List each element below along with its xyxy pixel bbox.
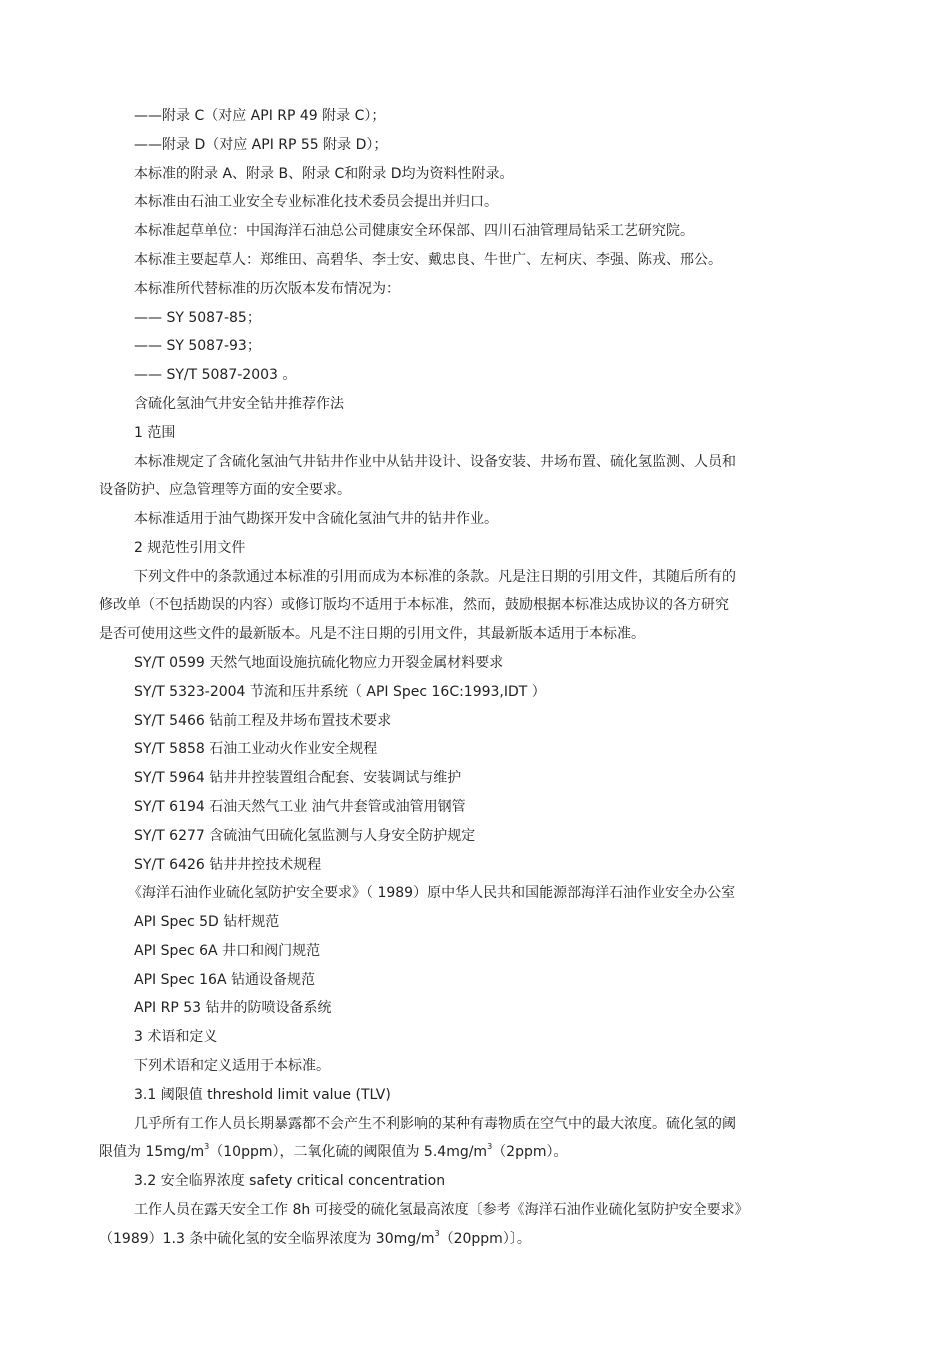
text-segment: （2ppm）。 [492, 1144, 568, 1160]
section-heading-terms: 3 术语和定义 [134, 1029, 218, 1045]
term-heading-tlv: 3.1 阈限值 threshold limit value (TLV) [134, 1087, 391, 1103]
superscript: 3 [487, 1142, 493, 1151]
reference-item: SY/T 6194 石油天然气工业 油气井套管或油管用钢管 [134, 799, 466, 815]
reference-item: SY/T 0599 天然气地面设施抗硫化物应力开裂金属材料要求 [134, 655, 504, 671]
section-heading-scope: 1 范围 [134, 425, 176, 441]
reference-item: SY/T 5964 钻井井控装置组合配套、安装调试与维护 [134, 770, 462, 786]
proposer-note: 本标准由石油工业安全专业标准化技术委员会提出并归口。 [134, 194, 498, 210]
body-text: 下列文件中的条款通过本标准的引用而成为本标准的条款。凡是注日期的引用文件，其随后所有的 [134, 569, 736, 585]
body-text: 本标准规定了含硫化氢油气井钻井作业中从钻井设计、设备安装、井场布置、硫化氢监测、人员和 [134, 454, 736, 470]
body-text: 设备防护、应急管理等方面的安全要求。 [99, 482, 351, 498]
body-text: 工作人员在露天安全工作 8h 可接受的硫化氢最高浓度〔参考《海洋石油作业硫化氢防护安全要求》 [134, 1202, 749, 1218]
body-text: 修改单（不包括勘误的内容）或修订版均不适用于本标准，然而，鼓励根据本标准达成协议的各方研究 [99, 597, 729, 613]
term-heading-safety-critical: 3.2 安全临界浓度 safety critical concentration [134, 1173, 446, 1189]
body-text: 是否可使用这些文件的最新版本。凡是不注日期的引用文件，其最新版本适用于本标准。 [99, 626, 645, 642]
body-text: 几乎所有工作人员长期暴露都不会产生不利影响的某种有毒物质在空气中的最大浓度。硫化氢的阈 [134, 1116, 736, 1132]
history-item: —— SY 5087-93； [134, 338, 261, 354]
body-text: 下列术语和定义适用于本标准。 [134, 1058, 330, 1074]
body-text: 本标准适用于油气勘探开发中含硫化氢油气井的钻井作业。 [134, 511, 498, 527]
superscript: 3 [204, 1142, 210, 1151]
history-item: —— SY/T 5087-2003 。 [134, 367, 297, 383]
text-segment: 限值为 15mg/m [99, 1144, 205, 1160]
text-segment: （10ppm），二氧化硫的阈限值为 5.4mg/m [209, 1144, 488, 1160]
reference-item: SY/T 5323-2004 节流和压井系统（ API Spec 16C:1993,IDT ） [134, 684, 546, 700]
reference-item: SY/T 5858 石油工业动火作业安全规程 [134, 741, 378, 757]
appendix-c-item: ——附录 C（对应 API RP 49 附录 C）； [134, 108, 386, 124]
body-text-with-units [99, 1143, 568, 1161]
appendix-d-item: ——附录 D（对应 API RP 55 附录 D）； [134, 137, 388, 153]
section-heading-references: 2 规范性引用文件 [134, 540, 246, 556]
appendix-note: 本标准的附录 A、附录 B、附录 C和附录 D均为资料性附录。 [134, 166, 514, 182]
drafting-units: 本标准起草单位：中国海洋石油总公司健康安全环保部、四川石油管理局钻采工艺研究院。 [134, 223, 694, 239]
reference-item: API Spec 5D 钻杆规范 [134, 914, 280, 930]
history-item: —— SY 5087-85； [134, 310, 261, 326]
reference-item: 《海洋石油作业硫化氢防护安全要求》（ 1989）原中华人民共和国能源部海洋石油作业安全办公室 [128, 885, 736, 901]
history-intro: 本标准所代替标准的历次版本发布情况为： [134, 281, 400, 297]
reference-item: API RP 53 钻井的防喷设备系统 [134, 1000, 332, 1016]
reference-item: API Spec 16A 钻通设备规范 [134, 972, 315, 988]
reference-item: SY/T 6277 含硫油气田硫化氢监测与人身安全防护规定 [134, 828, 476, 844]
reference-item: SY/T 6426 钻井井控技术规程 [134, 857, 322, 873]
text-segment: （20ppm）〕。 [439, 1231, 531, 1247]
drafters: 本标准主要起草人：郑维田、高碧华、李士安、戴忠良、牛世广、左柯庆、李强、陈戎、邢公。 [134, 252, 722, 268]
text-segment: （1989）1.3 条中硫化氢的安全临界浓度为 30mg/m [99, 1231, 435, 1247]
reference-item: API Spec 6A 井口和阀门规范 [134, 943, 321, 959]
superscript: 3 [434, 1229, 440, 1238]
document-title: 含硫化氢油气井安全钻井推荐作法 [134, 396, 344, 412]
body-text-with-units [99, 1230, 531, 1248]
reference-item: SY/T 5466 钻前工程及井场布置技术要求 [134, 713, 392, 729]
